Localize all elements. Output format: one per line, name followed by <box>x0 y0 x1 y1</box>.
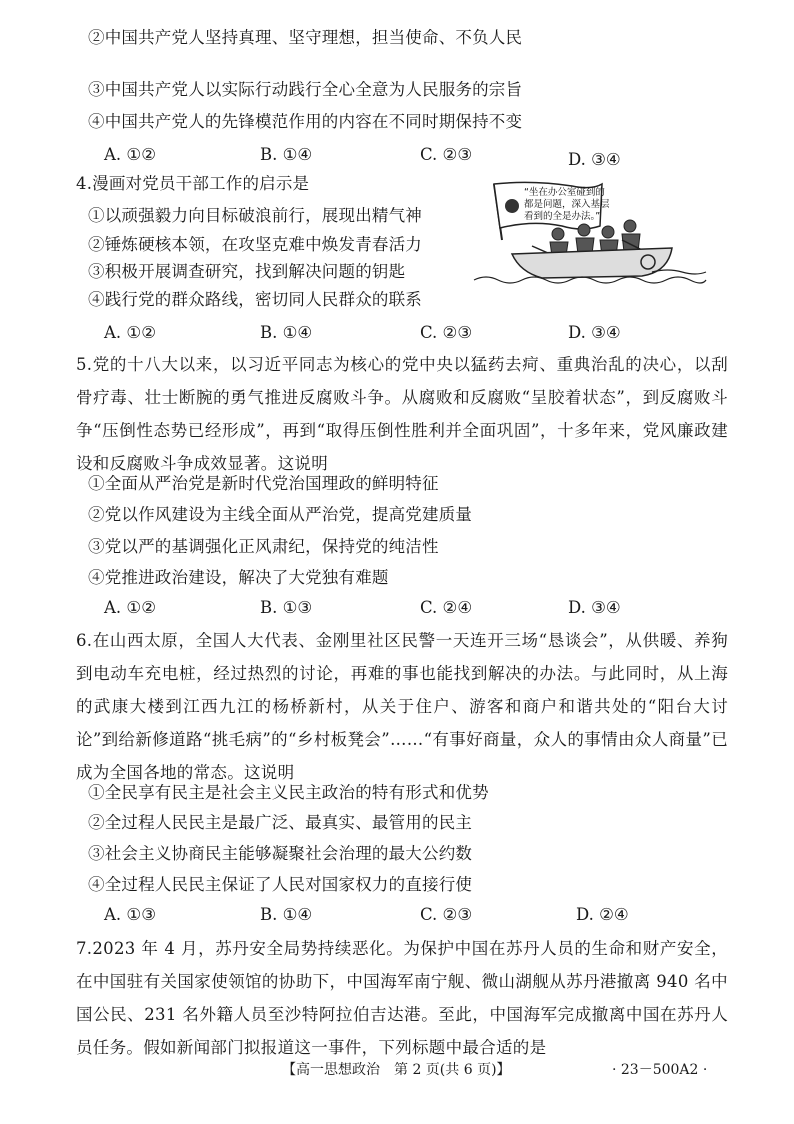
q3-statement-3: ③中国共产党人以实际行动践行全心全意为人民服务的宗旨 <box>88 80 523 99</box>
q6-statement-3: ③社会主义协商民主能够凝聚社会治理的最大公约数 <box>88 844 473 863</box>
q6-statement-4: ④全过程人民民主保证了人民对国家权力的直接行使 <box>88 875 473 894</box>
q5-statement-4: ④党推进政治建设，解决了大党独有难题 <box>88 568 389 587</box>
q5-statement-2: ②党以作风建设为主线全面从严治党，提高党建质量 <box>88 505 473 524</box>
q3-option-b: B. ①④ <box>260 145 313 164</box>
q5-option-a: A. ①② <box>104 598 156 617</box>
q3-option-a: A. ①② <box>104 145 156 164</box>
q3-option-c: C. ②③ <box>420 145 473 164</box>
q3-statement-4: ④中国共产党人的先锋模范作用的内容在不同时期保持不变 <box>88 112 523 131</box>
q6-option-c: C. ②③ <box>420 905 473 924</box>
q3-statement-2: ②中国共产党人坚持真理、坚守理想，担当使命、不负人民 <box>88 28 523 47</box>
q5-statement-1: ①全面从严治党是新时代党治国理政的鲜明特征 <box>88 474 439 493</box>
q6-option-a: A. ①③ <box>104 905 156 924</box>
cartoon-boat-illustration <box>472 180 708 288</box>
q3-option-d: D. ③④ <box>568 150 621 169</box>
q4-statement-4: ④践行党的群众路线，密切同人民群众的联系 <box>88 290 422 309</box>
party-emblem-icon <box>505 199 519 213</box>
q6-statement-2: ②全过程人民民主是最广泛、最真实、最管用的民主 <box>88 813 473 832</box>
q6-statement-1: ①全民享有民主是社会主义民主政治的特有形式和优势 <box>88 783 489 802</box>
q5-option-d: D. ③④ <box>568 598 621 617</box>
page-footer-code: · 23－500A2 · <box>612 1062 708 1078</box>
q4-statement-3: ③积极开展调查研究，找到解决问题的钥匙 <box>88 262 406 281</box>
cartoon-caption-line-3: 看到的全是办法。” <box>524 211 601 222</box>
cartoon-caption-line-1: “坐在办公室碰到的 <box>524 187 605 198</box>
q4-option-c: C. ②③ <box>420 323 473 342</box>
q5-option-b: B. ①③ <box>260 598 313 617</box>
q6-option-b: B. ①④ <box>260 905 313 924</box>
q6-stem: 6.在山西太原，全国人大代表、金刚里社区民警一天连开三场“恳谈会”，从供暖、养狗到电动车充电桩，经过热烈的讨论，再难的事也能找到解决的办法。与此同时，从上海的武康大楼到江西九江的杨桥新村，从关于住户、游客和商户和谐共处的“阳台大讨论”到给新修道路“挑毛病”的“乡村板凳会”……“有事好商量，众人的事情由众人商量”已成为全国各地的常态。这说明 <box>76 631 728 782</box>
q5-statement-3: ③党以严的基调强化正风肃纪，保持党的纯洁性 <box>88 537 439 556</box>
q4-option-b: B. ①④ <box>260 323 313 342</box>
q4-stem: 4.漫画对党员干部工作的启示是 <box>76 174 310 193</box>
q4-option-a: A. ①② <box>104 323 156 342</box>
q4-statement-2: ②锤炼硬核本领，在攻坚克难中焕发青春活力 <box>88 235 422 254</box>
q5-option-c: C. ②④ <box>420 598 473 617</box>
waves-icon <box>474 277 706 283</box>
boat-icon <box>512 248 672 278</box>
q4-option-d: D. ③④ <box>568 323 621 342</box>
q5-stem: 5.党的十八大以来，以习近平同志为核心的党中央以猛药去疴、重典治乱的决心，以刮骨疗毒、壮士断腕的勇气推进反腐败斗争。从腐败和反腐败“呈胶着状态”，到反腐败斗争“压倒性态势已经形成”，再到“取得压倒性胜利并全面巩固”，十多年来，党风廉政建设和反腐败斗争成效显著。这说明 <box>76 355 728 473</box>
q6-option-d: D. ②④ <box>576 905 629 924</box>
q7-stem: 7.2023 年 4 月，苏丹安全局势持续恶化。为保护中国在苏丹人员的生命和财产安全，在中国驻有关国家使领馆的协助下，中国海军南宁舰、微山湖舰从苏丹港撤离 940 名中国公民、231 名外籍人员至沙特阿拉伯吉达港。至此，中国海军完成撤离中国在苏丹人员任务。假如新闻部门拟报道这一事件，下列标题中最合适的是 <box>76 939 728 1057</box>
cartoon-caption-line-2: 都是问题，深入基层 <box>524 199 610 210</box>
q4-statement-1: ①以顽强毅力向目标破浪前行，展现出精气神 <box>88 206 422 225</box>
page-footer-title: 【高一思想政治 第 2 页(共 6 页)】 <box>282 1062 511 1078</box>
